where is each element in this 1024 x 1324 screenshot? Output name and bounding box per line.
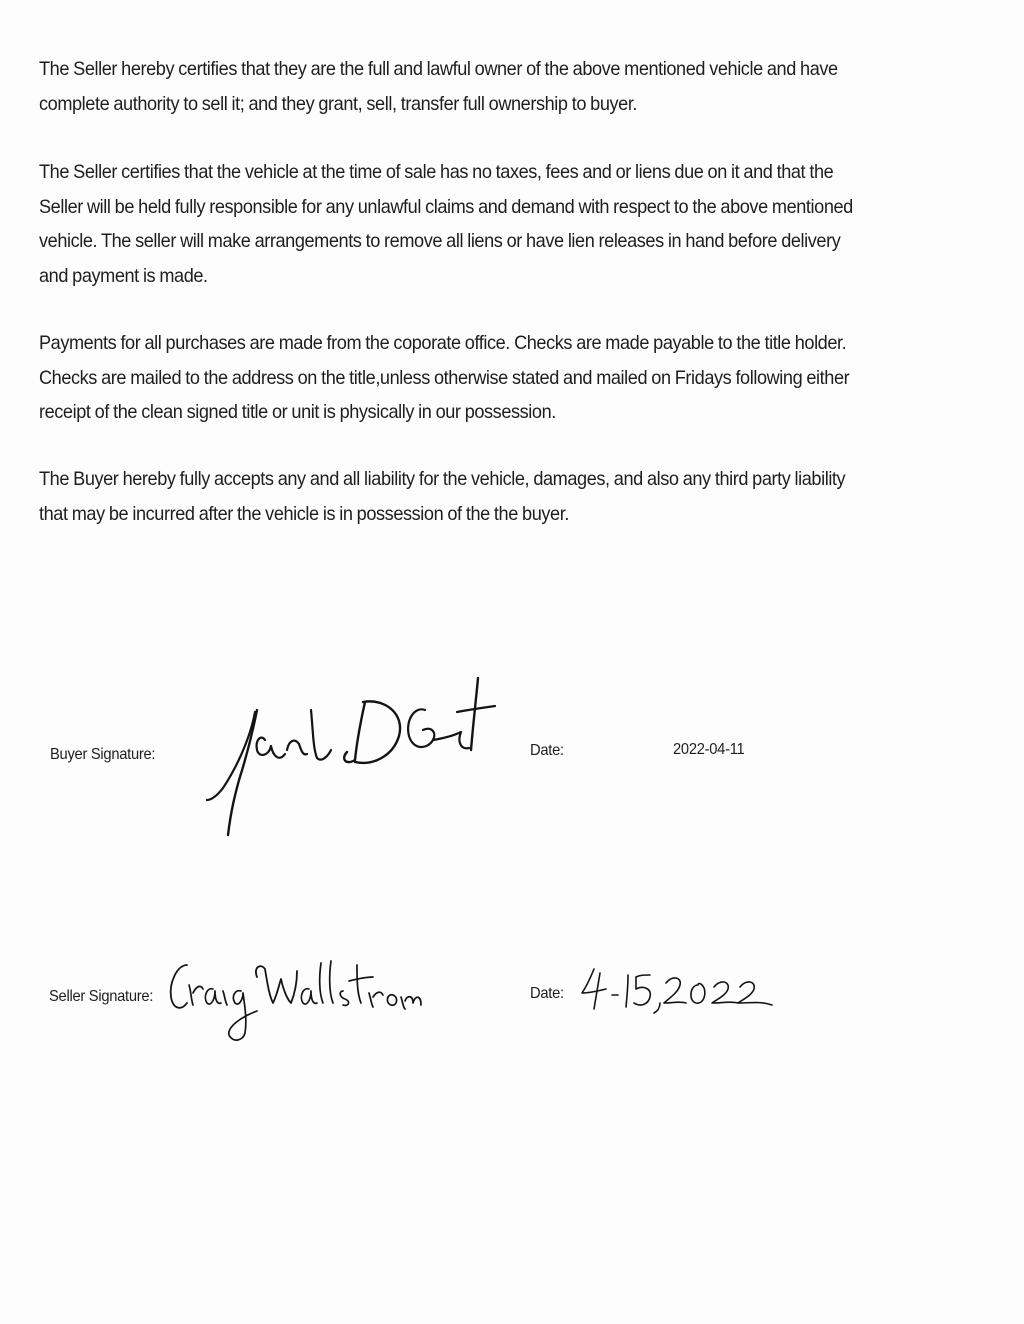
seller-signature <box>165 955 435 1050</box>
paragraph-seller-liens <box>39 155 1006 293</box>
buyer-date-value: 2022-04-11 <box>673 741 745 758</box>
paragraph-buyer-liability <box>39 462 1006 531</box>
seller-signature-label: Seller Signature: <box>49 988 154 1005</box>
paragraph-line: Payments for all purchases are made from the coporate office. Checks are made payable to the title holder. <box>39 332 847 354</box>
paragraph-line: Seller will be held fully responsible for any unlawful claims and demand with respect to the above mentioned <box>39 195 853 218</box>
paragraph-payments <box>39 326 1006 430</box>
buyer-date-label: Date: <box>530 742 564 759</box>
paragraph-line: that may be incurred after the vehicle is in possession of the the buyer. <box>39 502 569 525</box>
buyer-signature-label: Buyer Signature: <box>50 746 156 763</box>
paragraph-line: The Seller certifies that the vehicle at the time of sale has no taxes, fees and or liens due on it and that the <box>39 161 834 183</box>
paragraph-line: complete authority to sell it; and they grant, sell, transfer full ownership to buyer. <box>39 92 638 115</box>
paragraph-line: Checks are mailed to the address on the title,unless otherwise stated and mailed on Fridays following either <box>39 366 850 389</box>
paragraph-line: The Buyer hereby fully accepts any and all liability for the vehicle, damages, and also any third party liability <box>39 468 846 490</box>
seller-date-label: Date: <box>530 985 564 1002</box>
paragraph-seller-ownership <box>39 52 1006 121</box>
paragraph-line: vehicle. The seller will make arrangements to remove all liens or have lien releases in hand before delivery <box>39 230 841 252</box>
buyer-signature <box>195 670 505 850</box>
paragraph-line: The Seller hereby certifies that they are the full and lawful owner of the above mentioned vehicle and have <box>39 58 838 80</box>
paragraph-line: and payment is made. <box>39 264 208 287</box>
paragraph-line: receipt of the clean signed title or unit is physically in our possession. <box>39 401 556 423</box>
seller-handwritten-date <box>578 963 778 1018</box>
